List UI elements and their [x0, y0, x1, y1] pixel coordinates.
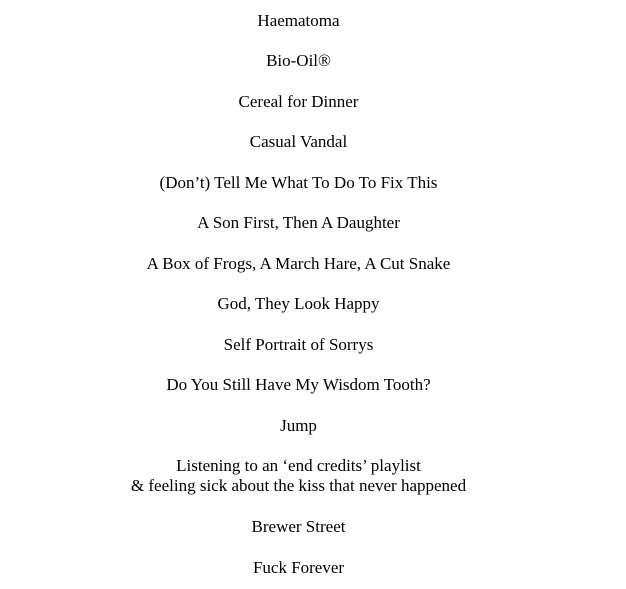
- title-entry: Bio-Oil®: [266, 51, 331, 70]
- title-entry: Haematoma: [257, 11, 340, 30]
- title-entry: God, They Look Happy: [217, 294, 380, 313]
- title-line: & feeling sick about the kiss that never happened: [130, 476, 467, 495]
- title-entry: (Don’t) Tell Me What To Do To Fix This: [159, 173, 438, 192]
- title-entry: Cereal for Dinner: [238, 92, 359, 111]
- title-entry: Do You Still Have My Wisdom Tooth?: [166, 375, 431, 394]
- title-entry-two-line: [0, 456, 597, 496]
- title-line: Listening to an ‘end credits’ playlist: [176, 456, 421, 475]
- title-entry: Fuck Forever: [252, 558, 345, 577]
- title-entry: Self Portrait of Sorrys: [223, 335, 374, 354]
- title-entry: A Box of Frogs, A March Hare, A Cut Snake: [146, 254, 451, 273]
- title-entry: Jump: [280, 416, 317, 435]
- title-entry: Brewer Street: [251, 517, 346, 536]
- title-entry: A Son First, Then A Daughter: [197, 213, 400, 232]
- title-entry: Casual Vandal: [249, 132, 348, 151]
